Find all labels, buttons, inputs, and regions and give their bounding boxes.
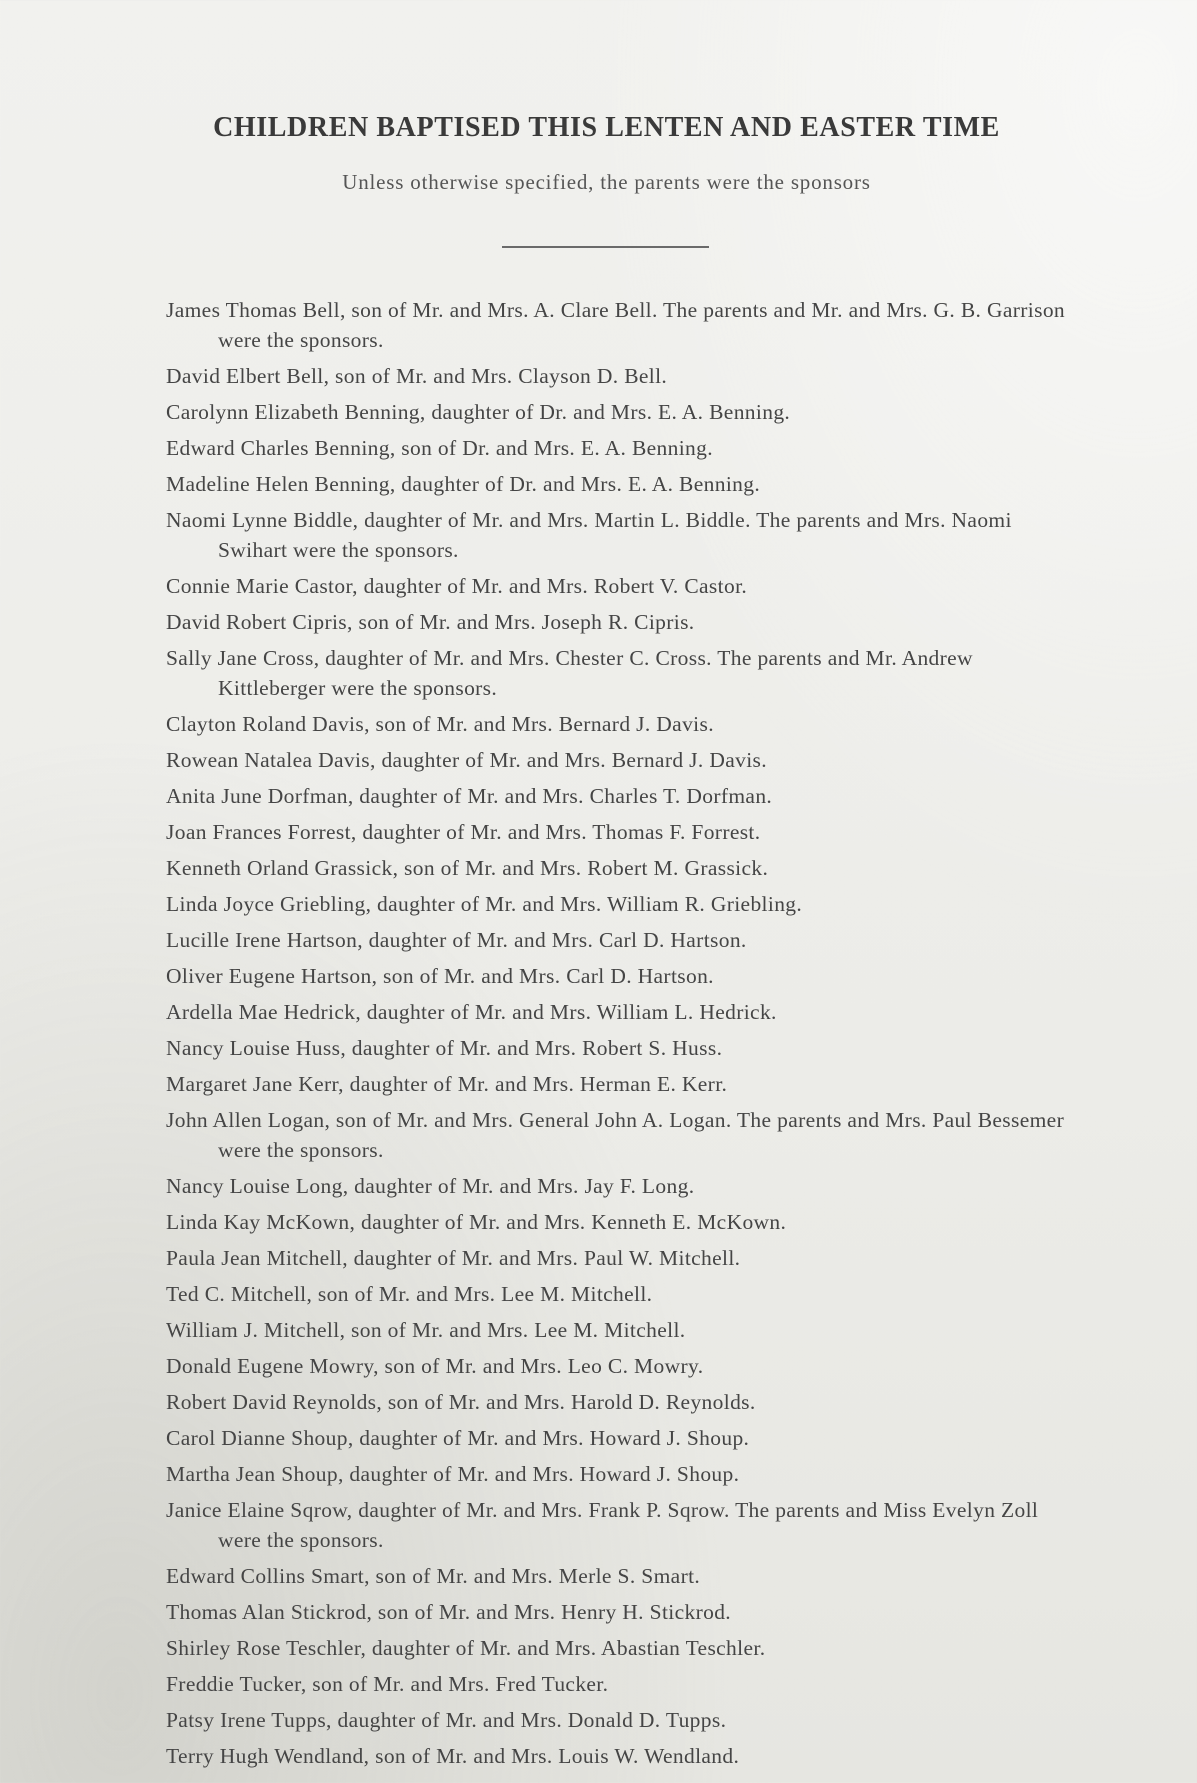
- list-item: Donald Eugene Mowry, son of Mr. and Mrs. Leo C. Mowry.: [166, 1354, 704, 1378]
- title-divider: [502, 246, 709, 248]
- list-item: Lucille Irene Hartson, daughter of Mr. and Mrs. Carl D. Hartson.: [166, 928, 747, 952]
- list-item: Edward Collins Smart, son of Mr. and Mrs. Merle S. Smart.: [166, 1564, 701, 1588]
- list-item: Kenneth Orland Grassick, son of Mr. and Mrs. Robert M. Grassick.: [166, 856, 769, 880]
- list-item: Carol Dianne Shoup, daughter of Mr. and Mrs. Howard J. Shoup.: [166, 1426, 750, 1450]
- list-item: David Elbert Bell, son of Mr. and Mrs. Clayson D. Bell.: [166, 364, 668, 388]
- list-item: Linda Kay McKown, daughter of Mr. and Mrs. Kenneth E. McKown.: [166, 1210, 787, 1234]
- list-item: Oliver Eugene Hartson, son of Mr. and Mrs. Carl D. Hartson.: [166, 964, 714, 988]
- list-item: Janice Elaine Sqrow, daughter of Mr. and Mrs. Frank P. Sqrow. The parents and Miss Evelyn Zoll were the sponsors.: [166, 1498, 1039, 1552]
- list-item: Thomas Alan Stickrod, son of Mr. and Mrs. Henry H. Stickrod.: [166, 1600, 732, 1624]
- list-item: Nancy Louise Long, daughter of Mr. and Mrs. Jay F. Long.: [166, 1174, 695, 1198]
- list-item: Terry Hugh Wendland, son of Mr. and Mrs. Louis W. Wendland.: [166, 1744, 740, 1768]
- list-item: Martha Jean Shoup, daughter of Mr. and Mrs. Howard J. Shoup.: [166, 1462, 740, 1486]
- list-item: Robert David Reynolds, son of Mr. and Mrs. Harold D. Reynolds.: [166, 1390, 756, 1414]
- list-item: Margaret Jane Kerr, daughter of Mr. and Mrs. Herman E. Kerr.: [166, 1072, 728, 1096]
- list-item: Carolynn Elizabeth Benning, daughter of Dr. and Mrs. E. A. Benning.: [166, 400, 791, 424]
- list-item: Shirley Rose Teschler, daughter of Mr. and Mrs. Abastian Teschler.: [166, 1636, 766, 1660]
- list-item: Rowean Natalea Davis, daughter of Mr. and Mrs. Bernard J. Davis.: [166, 748, 767, 772]
- list-item: Edward Charles Benning, son of Dr. and Mrs. E. A. Benning.: [166, 436, 713, 460]
- list-item: Anita June Dorfman, daughter of Mr. and Mrs. Charles T. Dorfman.: [166, 784, 773, 808]
- list-item: David Robert Cipris, son of Mr. and Mrs. Joseph R. Cipris.: [166, 610, 695, 634]
- list-item: James Thomas Bell, son of Mr. and Mrs. A. Clare Bell. The parents and Mr. and Mrs. G. B. Garrison were the sponsors.: [166, 298, 1066, 352]
- page-subtitle: Unless otherwise specified, the parents were the sponsors: [342, 170, 871, 194]
- list-item: John Allen Logan, son of Mr. and Mrs. General John A. Logan. The parents and Mrs. Paul Bessemer were the sponsors.: [166, 1108, 1065, 1162]
- list-item: Naomi Lynne Biddle, daughter of Mr. and Mrs. Martin L. Biddle. The parents and Mrs. Naomi Swihart were the sponsors.: [166, 508, 1012, 562]
- list-item: Paula Jean Mitchell, daughter of Mr. and Mrs. Paul W. Mitchell.: [166, 1246, 741, 1270]
- baptism-list: [166, 295, 1066, 1777]
- list-item: William J. Mitchell, son of Mr. and Mrs. Lee M. Mitchell.: [166, 1318, 686, 1342]
- list-item: Joan Frances Forrest, daughter of Mr. and Mrs. Thomas F. Forrest.: [166, 820, 761, 844]
- list-item: Linda Joyce Griebling, daughter of Mr. and Mrs. William R. Griebling.: [166, 892, 803, 916]
- list-item: Ardella Mae Hedrick, daughter of Mr. and Mrs. William L. Hedrick.: [166, 1000, 777, 1024]
- list-item: Freddie Tucker, son of Mr. and Mrs. Fred Tucker.: [166, 1672, 609, 1696]
- list-item: Ted C. Mitchell, son of Mr. and Mrs. Lee M. Mitchell.: [166, 1282, 653, 1306]
- list-item: Clayton Roland Davis, son of Mr. and Mrs. Bernard J. Davis.: [166, 712, 714, 736]
- list-item: Patsy Irene Tupps, daughter of Mr. and Mrs. Donald D. Tupps.: [166, 1708, 727, 1732]
- list-item: Sally Jane Cross, daughter of Mr. and Mrs. Chester C. Cross. The parents and Mr. Andrew Kittleberger were the sponsors.: [166, 646, 973, 700]
- list-item: Madeline Helen Benning, daughter of Dr. and Mrs. E. A. Benning.: [166, 472, 761, 496]
- page-title: CHILDREN BAPTISED THIS LENTEN AND EASTER TIME: [213, 112, 1000, 143]
- list-item: Nancy Louise Huss, daughter of Mr. and Mrs. Robert S. Huss.: [166, 1036, 723, 1060]
- list-item: Connie Marie Castor, daughter of Mr. and Mrs. Robert V. Castor.: [166, 574, 748, 598]
